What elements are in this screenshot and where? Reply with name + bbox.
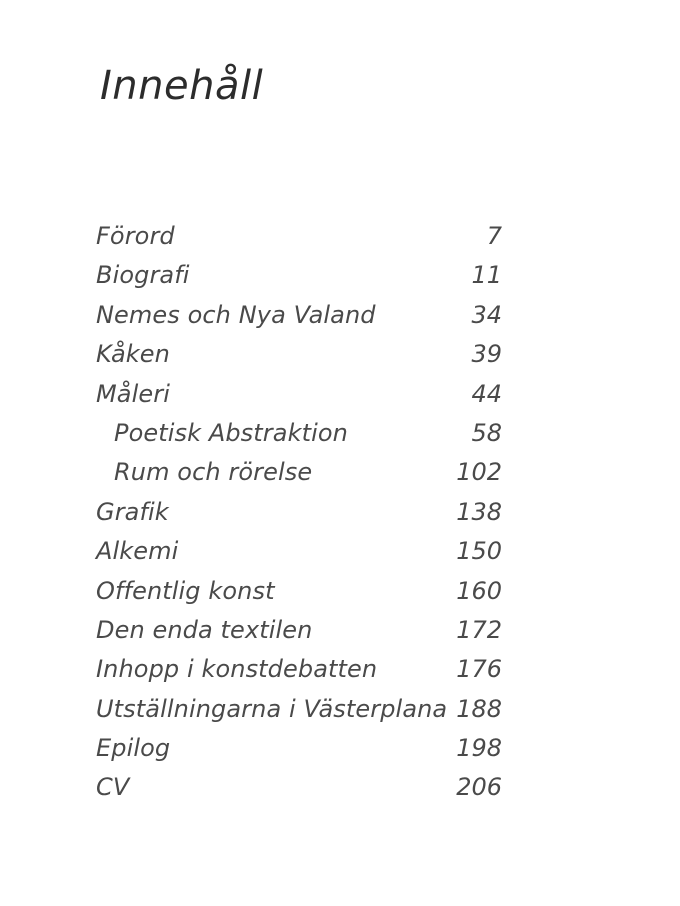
toc-entry-page: 58 [471, 418, 502, 447]
toc-entry-cv[interactable] [96, 773, 504, 812]
toc-entry-maleri[interactable] [96, 380, 504, 419]
toc-entry-page: 34 [471, 300, 502, 329]
toc-subentry-rum-och-rorelse[interactable] [96, 458, 504, 497]
toc-entry-epilog[interactable] [96, 734, 504, 773]
toc-entry-label: Poetisk Abstraktion [114, 418, 348, 447]
toc-entry-biografi[interactable] [96, 261, 504, 300]
toc-entry-label: Måleri [96, 379, 170, 408]
toc-entry-label: Biografi [96, 261, 190, 290]
toc-entry-page: 188 [456, 694, 502, 723]
toc-entry-alkemi[interactable] [96, 537, 504, 576]
toc-entry-page: 11 [471, 261, 502, 290]
table-of-contents [96, 222, 504, 813]
toc-entry-label: Den enda textilen [96, 615, 313, 644]
toc-entry-nemes[interactable] [96, 301, 504, 340]
page-title: Innehåll [100, 63, 264, 109]
toc-entry-label: Kåken [96, 340, 170, 369]
toc-entry-label: Nemes och Nya Valand [96, 300, 376, 329]
toc-entry-page: 44 [471, 379, 502, 408]
toc-subentry-poetisk-abstraktion[interactable] [96, 419, 504, 458]
toc-entry-fororord[interactable] [96, 222, 504, 261]
toc-entry-label: Offentlig konst [96, 576, 275, 605]
toc-entry-page: 39 [471, 340, 502, 369]
toc-entry-page: 198 [456, 734, 502, 763]
toc-entry-label: Epilog [96, 734, 171, 763]
toc-entry-inhopp[interactable] [96, 655, 504, 694]
toc-entry-label: Inhopp i konstdebatten [96, 655, 378, 684]
toc-entry-page: 172 [456, 615, 502, 644]
toc-entry-label: CV [96, 773, 130, 802]
toc-entry-page: 102 [456, 458, 502, 487]
toc-entry-den-enda-textilen[interactable] [96, 616, 504, 655]
toc-entry-label: Förord [96, 222, 175, 250]
toc-entry-page: 150 [456, 537, 502, 566]
toc-entry-label: Utställningarna i Västerplana [96, 694, 448, 723]
toc-entry-grafik[interactable] [96, 498, 504, 537]
toc-entry-page: 206 [456, 773, 502, 802]
toc-entry-label: Rum och rörelse [114, 458, 313, 487]
toc-entry-offentlig-konst[interactable] [96, 577, 504, 616]
toc-entry-page: 7 [486, 222, 502, 250]
toc-entry-page: 138 [456, 497, 502, 526]
toc-entry-label: Alkemi [96, 537, 179, 566]
toc-entry-label: Grafik [96, 497, 169, 526]
toc-entry-page: 176 [456, 655, 502, 684]
toc-entry-kaken[interactable] [96, 340, 504, 379]
toc-entry-page: 160 [456, 576, 502, 605]
toc-entry-utstallningarna[interactable] [96, 695, 504, 734]
